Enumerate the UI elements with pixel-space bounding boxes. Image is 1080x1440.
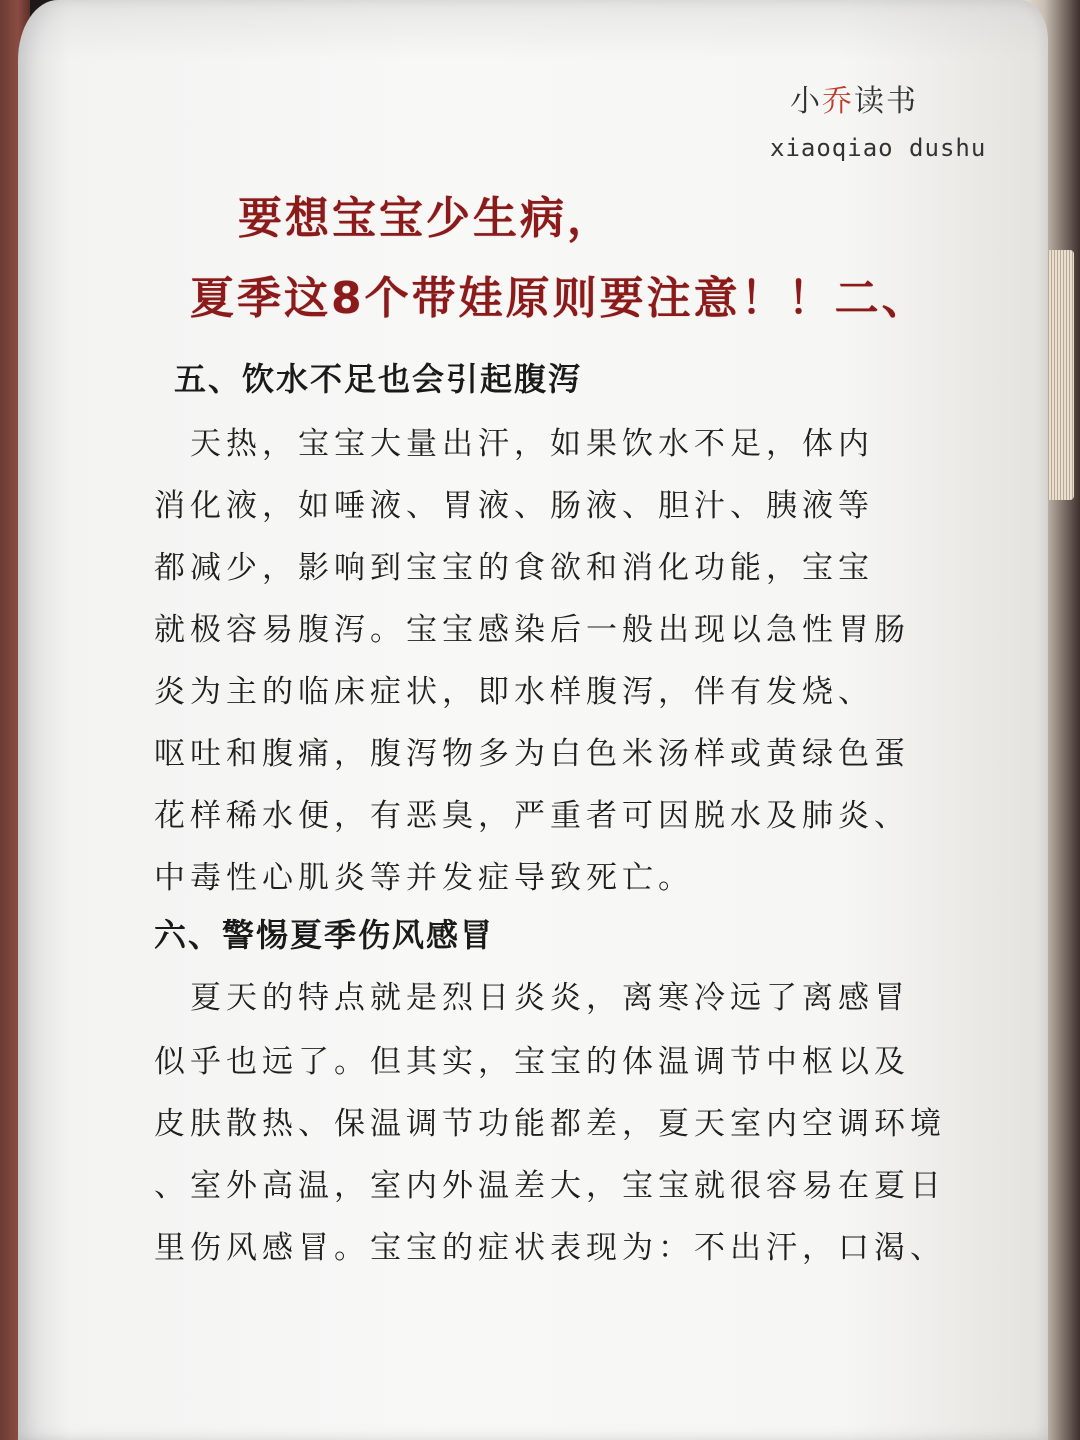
section-5-line: 都减少，影响到宝宝的食欲和消化功能，宝宝 [154, 550, 874, 586]
section-6-line: 似乎也远了。但其实，宝宝的体温调节中枢以及 [154, 1044, 910, 1080]
section-6-line: 夏天的特点就是烈日炎炎，离寒冷远了离感冒 [154, 980, 910, 1016]
brand-logo-cn [790, 76, 918, 120]
title-line-1: 要想宝宝少生病， [238, 193, 614, 244]
section-5-line: 炎为主的临床症状，即水样腹泻，伴有发烧、 [154, 674, 874, 710]
brand-cn-prefix: 小 [790, 84, 822, 119]
section-5-line: 花样稀水便，有恶臭，严重者可因脱水及肺炎、 [154, 798, 910, 834]
book-page [18, 0, 1048, 1440]
section-5-line: 天热，宝宝大量出汗，如果饮水不足，体内 [154, 426, 874, 462]
brand-logo-en: xiaoqiao dushu [770, 134, 987, 162]
section-6-line: 皮肤散热、保温调节功能都差，夏天室内空调环境 [154, 1106, 946, 1142]
page-stack-lines [1046, 250, 1074, 500]
section-6-heading: 六、警惕夏季伤风感冒 [154, 916, 495, 954]
section-6-line: 、室外高温，室内外温差大，宝宝就很容易在夏日 [154, 1168, 946, 1204]
brand-cn-suffix: 读书 [854, 84, 918, 119]
section-5-line: 呕吐和腹痛，腹泻物多为白色米汤样或黄绿色蛋 [154, 736, 910, 772]
brand-cn-accent: 乔 [822, 84, 854, 119]
title-line-2: 夏季这8个带娃原则要注意！！二、 [190, 273, 929, 324]
section-6-line: 里伤风感冒。宝宝的症状表现为：不出汗，口渴、 [154, 1230, 946, 1266]
section-5-line: 就极容易腹泻。宝宝感染后一般出现以急性胃肠 [154, 612, 910, 648]
section-5-line: 中毒性心肌炎等并发症导致死亡。 [154, 860, 694, 896]
section-5-line: 消化液，如唾液、胃液、肠液、胆汁、胰液等 [154, 488, 874, 524]
section-5-heading: 五、饮水不足也会引起腹泻 [174, 360, 583, 398]
